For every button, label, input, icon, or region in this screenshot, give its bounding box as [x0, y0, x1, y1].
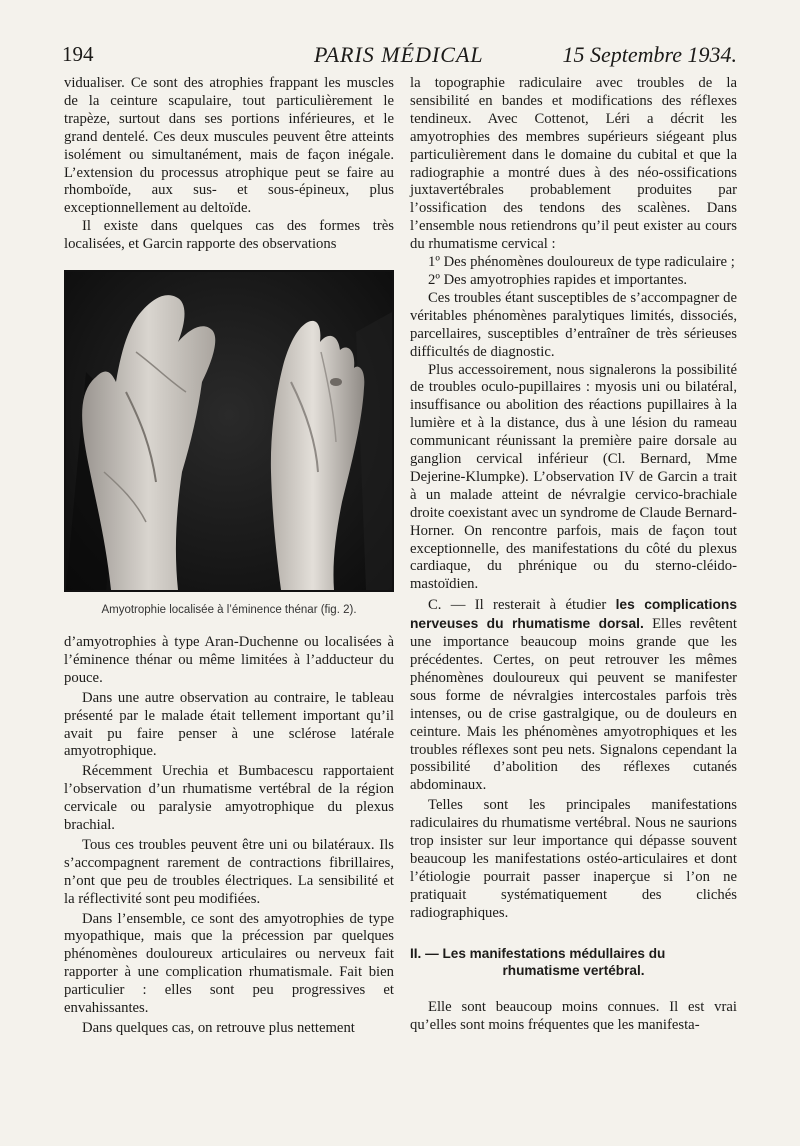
journal-title: PARIS MÉDICAL	[314, 42, 484, 67]
paragraph: 1º Des phénomènes douloureux de type radiculaire ;	[428, 254, 735, 271]
paragraph: Il existe dans quelques cas des formes très localisées, et Garcin rapporte des observations	[64, 218, 394, 253]
section-heading-line: rhumatisme vertébral.	[502, 962, 645, 978]
issue-date: 15 Septembre 1934.	[562, 42, 737, 67]
paragraph: Telles sont les principales manifestations radiculaires du rhumatisme vertébral. Nous ne saurions trop insister sur leur importance qui dépasse souvent beaucoup les manifestations ostéo-articulaires et dont l’étiologie pourrait passer inaperçue si l’on ne pratiquait systématiquement des clichés radiographiques.	[410, 797, 737, 921]
paragraph	[410, 596, 737, 795]
left-column	[64, 75, 394, 1038]
paragraph: Tous ces troubles peuvent être uni ou bilatéraux. Ils s’accompagnent rarement de contractions fibrillaires, n’ont que peu de troubles électriques. La sensibilité et la réflectivité sont peu modifiées.	[64, 836, 394, 907]
running-header	[62, 38, 737, 70]
paragraph: vidualiser. Ce sont des atrophies frappant les muscles de la ceinture scapulaire, tout particulièrement le trapèze, surtout dans ses portions inférieures, et le grand dentelé. Ces deux muscules peuvent être atteints isolément ou simultanément, mais de façon inégale. L’extension du processus atrophique peut se faire au rhomboïde, aux sus- et sous-épineux, plus exceptionnellement au deltoïde.	[64, 75, 394, 217]
paragraph: 2º Des amyotrophies rapides et importantes.	[428, 271, 688, 288]
paragraph: Dans l’ensemble, ce sont des amyotrophies de type myopathique, mais que la précession par quelques phénomènes douloureux articulaires ou nerveux fait rapporter à une complication rhumatismale. Fait bien particulier : elles sont peu progressives et envahissantes.	[64, 910, 394, 1017]
hands-illustration	[66, 272, 392, 590]
hands-photograph	[64, 270, 394, 592]
section-label: C. — Il resterait à étudier	[428, 597, 616, 614]
section-heading	[410, 945, 737, 979]
paragraph: Ces troubles étant susceptibles de s’accompagner de véritables phénomènes paralytiques limités, dissociés, parcellaires, susceptibles d’entraîner de très sérieuses difficultés de diagnostic.	[410, 289, 737, 360]
figure	[64, 270, 394, 620]
right-column	[410, 75, 737, 1034]
figure-caption: Amyotrophie localisée à l’éminence thénar (fig. 2).	[101, 604, 357, 617]
paragraph: Plus accessoirement, nous signalerons la possibilité de troubles oculo-pupillaires : myosis uni ou bilatéral, insuffisance ou abolition des réactions pupillaires à la lumière et à la distance, dus à une lésion du rameau communicant réunissant la première paire dorsale au ganglion cervical inférieur (Cl. Bernard, Mme Dejerine-Klumpke). L’observation IV de Garcin a trait à un malade atteint de névralgie cervico-brachiale droite coexistant avec un syndrome de Claude Bernard-Horner. On rencontre parfois, mais de façon tout exceptionnelle, des manifestations du côté du plexus cardiaque, du phrénique ou du sterno-cléido-mastoïdien.	[410, 361, 737, 593]
emphasis: les complications nerveuses du rhumatisme dorsal.	[410, 597, 737, 632]
section-heading-line: II. — Les manifestations médullaires du	[410, 945, 666, 961]
paragraph: Récemment Urechia et Bumbacescu rapportaient l’observation d’un rhumatisme vertébral de la région cervicale ou paralysie amyotrophique du plexus brachial.	[64, 763, 394, 834]
paragraph: Dans une autre observation au contraire, le tableau présenté par le malade était tellement important qu’il avait pu faire penser à une sclérose latérale amyotrophique.	[64, 689, 394, 760]
paragraph: Dans quelques cas, on retrouve plus nettement	[82, 1020, 355, 1036]
paragraph: la topographie radiculaire avec troubles de la sensibilité en bandes et modifications des réflexes tendineux. Avec Cottenot, Léri a décrit les amyotrophies des membres supérieurs siégeant plus particulièrement dans le domaine du cubital et que la radiographie a montré dues à des néo-ossifications juxtavertébrales probablement produites par l’ossification des tendons des scalènes. Dans l’ensemble nous retiendrons qu’il peut exister au cours du rhumatisme cervical :	[410, 75, 737, 253]
page-number: 194	[62, 42, 94, 66]
paragraph-text: Elles revêtent une importance beaucoup moins grande que les précédentes. Certes, on peut retrouver les mêmes phénomènes douloureux qui peuvent se manifester sous forme de névralgies intercostales parfois très intenses, ou de crise gastralgique, ou de douleurs en ceinture. Mais les phénomènes amyotrophiques et les troubles réflexes sont peu nets. Signalons cependant la possibilité d’abolition des réflexes cutanés abdominaux.	[410, 616, 737, 794]
paragraph: d’amyotrophies à type Aran-Duchenne ou localisées à l’éminence thénar ou même limitées à l’adducteur du pouce.	[64, 633, 394, 686]
paragraph: Elle sont beaucoup moins connues. Il est vrai qu’elles sont moins fréquentes que les manifesta-	[410, 998, 737, 1033]
